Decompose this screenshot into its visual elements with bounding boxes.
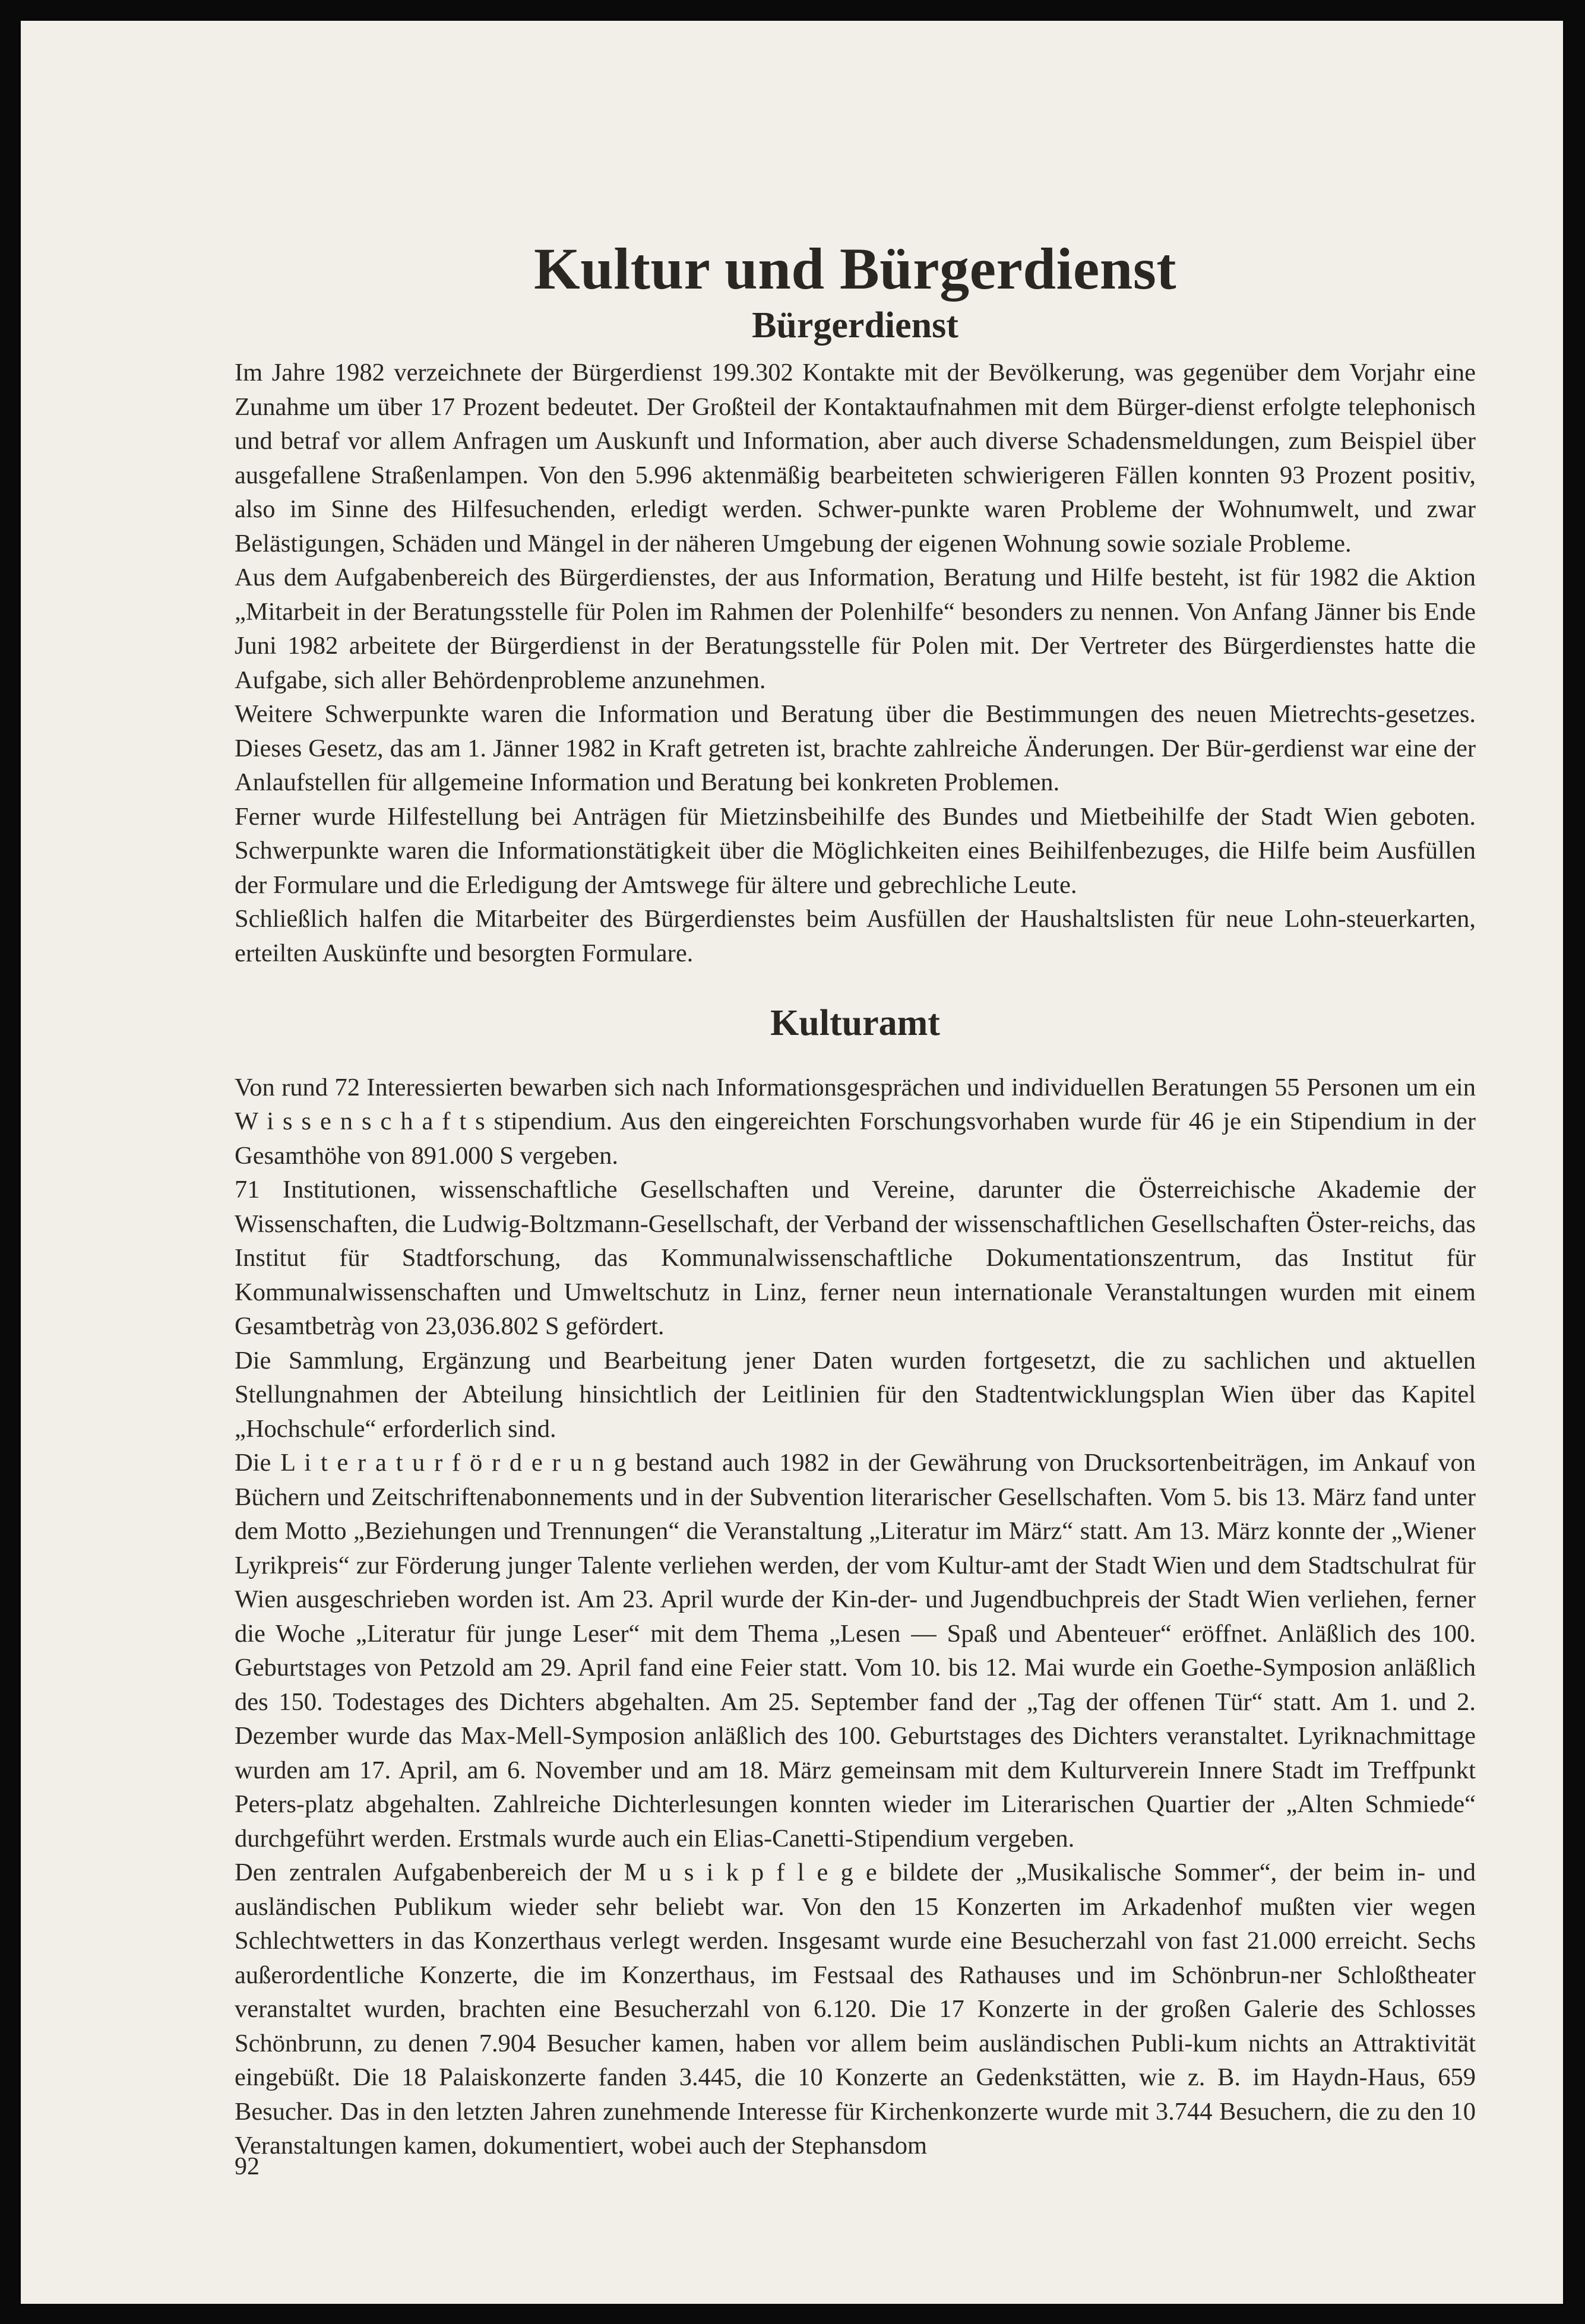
- paragraph: 71 Institutionen, wissenschaftliche Gesellschaften und Vereine, darunter die Österreichische Akademie der Wissenschaften, die Ludwig-Boltzmann-Gesellschaft, der Verband der wissenschaftlichen Gesellschaften Öster-reichs, das Institut für Stadtforschung, das Kommunalwissenschaftliche Dokumentationszentrum, das Institut für Kommunalwissenschaften und Umweltschutz in Linz, ferner neun internationale Veranstaltungen wurden mit einem Gesamtbetràg von 23,036.802 S gefördert.: [235, 1176, 1476, 1341]
- paragraph: Aus dem Aufgabenbereich des Bürgerdienstes, der aus Information, Beratung und Hilfe besteht, ist für 1982 die Aktion „Mitarbeit in der Beratungsstelle für Polen im Rahmen der Polenhilfe“ besonders zu nennen. Von Anfang Jänner bis Ende Juni 1982 arbeitete der Bürgerdienst in der Beratungsstelle für Polen mit. Der Vertreter des Bürgerdienstes hatte die Aufgabe, sich aller Behördenprobleme anzunehmen.: [235, 563, 1476, 694]
- page-content: [235, 238, 1476, 2163]
- paragraph: Die L i t e r a t u r f ö r d e r u n g bestand auch 1982 in der Gewährung von Drucksortenbeiträgen, im Ankauf von Büchern und Zeitschriftenabonnements und in der Subvention literarischer Gesellschaften. Vom 5. bis 13. März fand unter dem Motto „Beziehungen und Trennungen“ die Veranstaltung „Literatur im März“ statt. Am 13. März konnte der „Wiener Lyrikpreis“ zur Förderung junger Talente verliehen werden, der vom Kultur-amt der Stadt Wien und dem Stadtschulrat für Wien ausgeschrieben worden ist. Am 23. April wurde der Kin-der- und Jugendbuchpreis der Stadt Wien verliehen, ferner die Woche „Literatur für junge Leser“ mit dem Thema „Lesen — Spaß und Abenteuer“ eröffnet. Anläßlich des 100. Geburtstages von Petzold am 29. April fand eine Feier statt. Vom 10. bis 12. Mai wurde ein Goethe-Symposion anläßlich des 150. Todestages des Dichters abgehalten. Am 25. September fand der „Tag der offenen Tür“ statt. Am 1. und 2. Dezember wurde das Max-Mell-Symposion anläßlich des 100. Geburtstages des Dichters veranstaltet. Lyriknachmittage wurden am 17. April, am 6. November und am 18. März gemeinsam mit dem Kulturverein Innere Stadt im Treffpunkt Peters-platz abgehalten. Zahlreiche Dichterlesungen konnten wieder im Literarischen Quartier der „Alten Schmiede“ durchgeführt werden. Erstmals wurde auch ein Elias-Canetti-Stipendium vergeben.: [235, 1449, 1476, 1853]
- paragraph: Weitere Schwerpunkte waren die Information und Beratung über die Bestimmungen des neuen Mietrechts-gesetzes. Dieses Gesetz, das am 1. Jänner 1982 in Kraft getreten ist, brachte zahlreiche Änderungen. Der Bür-gerdienst war eine der Anlaufstellen für allgemeine Information und Beratung bei konkreten Problemen.: [235, 700, 1476, 797]
- section-heading-buergerdienst: Bürgerdienst: [752, 305, 958, 346]
- paragraph: Im Jahre 1982 verzeichnete der Bürgerdienst 199.302 Kontakte mit der Bevölkerung, was gegenüber dem Vorjahr eine Zunahme um über 17 Prozent bedeutet. Der Großteil der Kontaktaufnahmen mit dem Bürger-dienst erfolgte telephonisch und betraf vor allem Anfragen um Auskunft und Information, aber auch diverse Schadensmeldungen, zum Beispiel über ausgefallene Straßenlampen. Von den 5.996 aktenmäßig bearbeiteten schwierigeren Fällen konnten 93 Prozent positiv, also im Sinne des Hilfesuchenden, erledigt werden. Schwer-punkte waren Probleme der Wohnumwelt, und zwar Belästigungen, Schäden und Mängel in der näheren Umgebung der eigenen Wohnung sowie soziale Probleme.: [235, 359, 1476, 558]
- paragraph: Den zentralen Aufgabenbereich der M u s i k p f l e g e bildete der „Musikalische Sommer“, der beim in- und ausländischen Publikum wieder sehr beliebt war. Von den 15 Konzerten im Arkadenhof mußten vier wegen Schlechtwetters in das Konzerthaus verlegt werden. Insgesamt wurde eine Besucherzahl von fast 21.000 erreicht. Sechs außerordentliche Konzerte, die im Konzerthaus, im Festsaal des Rathauses und im Schönbrun-ner Schloßtheater veranstaltet wurden, brachten eine Besucherzahl von 6.120. Die 17 Konzerte in der großen Galerie des Schlosses Schönbrunn, zu denen 7.904 Besucher kamen, haben vor allem beim ausländischen Publi-kum nichts an Attraktivität eingebüßt. Die 18 Palaiskonzerte fanden 3.445, die 10 Konzerte an Gedenkstätten, wie z. B. im Haydn-Haus, 659 Besucher. Das in den letzten Jahren zunehmende Interesse für Kirchenkonzerte wurde mit 3.744 Besuchern, die zu den 10 Veranstaltungen kamen, dokumentiert, wobei auch der Stephansdom: [235, 1858, 1476, 2160]
- paragraph: Die Sammlung, Ergänzung und Bearbeitung jener Daten wurden fortgesetzt, die zu sachlichen und aktuellen Stellungnahmen der Abteilung hinsichtlich der Leitlinien für den Stadtentwicklungsplan Wien über das Kapitel „Hochschule“ erforderlich sind.: [235, 1346, 1476, 1443]
- paragraph: Von rund 72 Interessierten bewarben sich nach Informationsgesprächen und individuellen Beratungen 55 Personen um ein W i s s e n s c h a f t s stipendium. Aus den eingereichten Forschungsvorhaben wurde für 46 je ein Stipendium in der Gesamthöhe von 891.000 S vergeben.: [235, 1073, 1476, 1170]
- paragraph: Ferner wurde Hilfestellung bei Anträgen für Mietzinsbeihilfe des Bundes und Mietbeihilfe der Stadt Wien geboten. Schwerpunkte waren die Informationstätigkeit über die Möglichkeiten eines Beihilfenbezuges, die Hilfe beim Ausfüllen der Formulare und die Erledigung der Amtswege für ältere und gebrechliche Leute.: [235, 802, 1476, 899]
- paragraph: Schließlich halfen die Mitarbeiter des Bürgerdienstes beim Ausfüllen der Haushaltslisten für neue Lohn-steuerkarten, erteilten Auskünfte und besorgten Formulare.: [235, 905, 1476, 967]
- section-kulturamt: [235, 1071, 1476, 2163]
- page-title: Kultur und Bürgerdienst: [533, 236, 1177, 302]
- section-buergerdienst: [235, 356, 1476, 970]
- document-page: [21, 21, 1563, 2304]
- section-heading-kulturamt: Kulturamt: [770, 1003, 940, 1044]
- page-number: 92: [235, 2153, 260, 2180]
